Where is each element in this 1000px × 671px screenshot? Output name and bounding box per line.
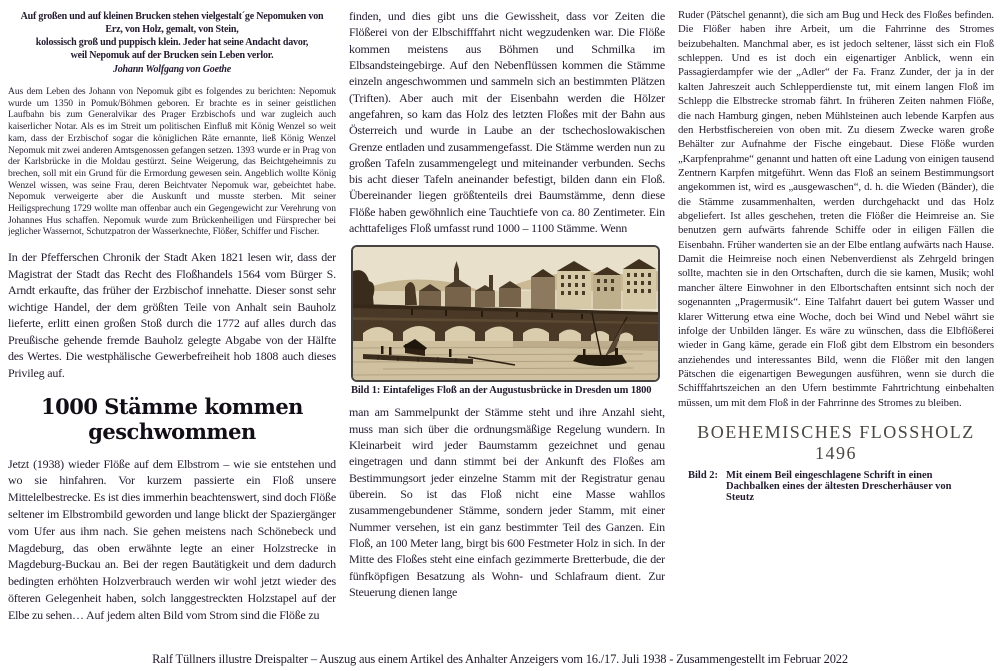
bild1-caption: [351, 385, 665, 396]
augustusbruecke-engraving-image: [351, 245, 660, 382]
bild2-caption-label: Bild 2:: [687, 470, 719, 482]
chronik-paragraph: In der Pfefferschen Chronik der Stadt Aken 1821 lesen wir, dass der Magistrat der Stadt das Recht des Floßhandels 1564 vom Bürger S. Arndt erkaufte, das früher der Erzbischof innehatte. Dieser sonst sehr wichtige Handel, der dem größten Teile von Anhalt sein Bauholz lieferte, erlitt einen großen Stoß durch die 1772 auf alles durch das Preußische gehende fremde Bauholz gelegte Abgabe von der Hälfte des Wertes. Die westphälische Gewerbefreiheit hob 1808 auch dieses Privileg auf.: [8, 250, 336, 380]
page-footer: Ralf Tüllners illustre Dreispalter – Auszug aus einem Artikel des Anhalter Anzeigers vom 16./17. Juli 1938 - Zusammengestellt im Februar 2022: [152, 652, 848, 666]
bild1-caption-label: Bild 1:: [350, 385, 381, 397]
nepomuk-paragraph: Aus dem Leben des Johann von Nepomuk gibt es folgendes zu berichten: Nepomuk wurde um 1350 in Pomuk/Böhmen geboren. Er brachte es in seiner geistlichen Laufbahn bis zum Generalvikar des Prager Erzbischofs und war zugleich auch kaiserlicher Notar. Als es im Streit um politischen Einfluß mit König Wenzel so weit kam, dass der Erzbischof sogar die königlichen Räte ernannte, ließ König Wenzel Nepomuk mit zwei anderen Amtsgenossen gefangen setzen. 1393 wurde er in Prag von der Karlsbrücke in die Moldau gestürzt. Seine Weigerung, das Beichtgeheimnis zu brechen, soll mit ein Grund für die Ermordung gewesen sein. Angeblich wollte König Wenzel wissen, was seine Frau, deren Beichtvater Nepomuk war, gebeichtet habe. Nepomuk verweigerte aber die Auskunft und musste sterben. Mit seiner Heiligsprechung 1729 wollte man offenbar auch ein Gegengewicht zur Verehrung von Johannes Hus schaffen. Nepomuk wurde zum Brückenheiligen und Fürsprecher bei jeglicher Wassernot, Schutzpatron der Wasserknechte, Flößer, Schiffer und Fischer.: [8, 86, 336, 238]
right-column: [678, 8, 994, 656]
poem-line: weil Nepomuk auf der Brucken sein Leben verlor.: [70, 50, 274, 61]
bild1-caption-text: Eintafeliges Floß an der Augustusbrücke in Dresden um 1800: [382, 385, 652, 397]
poem-line: kolossisch groß und puppisch klein. Jeder hat seine Andacht davor,: [35, 37, 309, 48]
article-paragraph-registratur: man am Sammelpunkt der Stämme steht und ihre Anzahl sieht, muss man sich über die ordnungsmäßige Regelung wundern. In Kleinarbeit wird jeder Baumstamm gezeichnet und genau eingetragen und dann stimmt bei der Ankunft des Floßes am Bestimmungsort jeder einzelne Stamm mit der Registratur genau überein. So ist das Floß nicht eine Masse wahllos zusammengebundener Stämme, sondern jeder Stamm, mit einer Nummer versehen, ist ein ganz bestimmter Teil des Ganzen. Ein Floß, an 100 Meter lang, birgt bis 600 Festmeter Holz in sich. In der Mitte des Floßes steht eine einfach gezimmerte Bretterbude, die der fünfköpfigen Besatzung als Wohn- und Schlafraum dient. Zur Steuerung dienen lange: [348, 405, 665, 599]
poem-attribution: Johann Wolfgang von Goethe: [112, 64, 231, 75]
middle-column: [349, 8, 665, 656]
poem-line: Auf großen und auf kleinen Brucken stehen vielgestalt´ge Nepomuken von: [20, 11, 324, 22]
bild2-caption-text: Mit einem Beil eingeschlagene Schrift in einen Dachbalken eines der ältesten Drescherhäuser von Steutz: [726, 470, 952, 504]
goethe-poem: [8, 10, 336, 76]
article-headline: 1000 Stämme kommen geschwommen: [40, 393, 303, 444]
bild2-caption: [678, 470, 994, 503]
article-intro-paragraph: Jetzt (1938) wieder Flöße auf dem Elbstrom – wie sie entstehen und wo sie hinfahren. Vor kurzem passierte ein Floß unsere Mittelelbestrecke. Es ist dies immerhin beachtenswert, sind doch Flöße seltener im Elbstrombild geworden und lange blickt der Spaziergänger vom Ufer aus ihm nach. Sie gehen meistens nach Schönebeck und Magdeburg, das oben erwähnte legte an einer Holzstrecke in Magdeburg-Buckau an. Bei der regen Bautätigkeit und dem dadurch bedingten erhöhten Holzverbrauch werden wir wohl jetzt wieder des öfteren Gelegenheit haben, solch langgestreckten Holzstapel auf der Elbe zu sehen… Auf jedem alten Bild vom Strom sind die Flöße zu: [8, 456, 336, 622]
article-paragraph-flosserei: finden, und dies gibt uns die Gewissheit, dass vor Zeiten die Flößerei von der Elbschifffahrt nicht wegzudenken war. Die Flöße kommen meistens aus Böhmen und Schmilka im Elbsandsteingebirge. Auf den Nebenflüssen kommen die Stämme einzeln angeschwommen und sammeln sich an bestimmten Plätzen (Triften). Aber auch mit der Eisenbahn werden die Hölzer angefahren, so kam das Holz des letzten Floßes mit der Bahn aus Österreich und wurde in Laube an der tschechoslowakischen Grenze entladen und zusammengefasst. Die Stämme werden nun zu großen Tafeln zusammengelegt und miteinander verbunden. Sechs bis acht dieser Tafeln aneinander befestigt, bilden dann ein Floß. Übereinander liegen größtenteils drei Baumstämme, denn diese Flöße haben gewöhnlich eine Tauchtiefe von ca. 80 Zentimeter. Ein achttafeliges Floß umfasst rund 1000 – 1100 Stämme. Wenn: [348, 9, 665, 236]
figure-bild1: [351, 245, 665, 396]
left-column: [8, 8, 336, 656]
poem-line: Erz, von Holz, gemalt, von Stein,: [105, 24, 239, 35]
article-paragraph-ruder: Ruder (Pätschel genannt), die sich am Bug und Heck des Floßes befinden. Die Flößer haben ihre Arbeit, um die Fahrrinne des Stromes beizubehalten. Manchmal aber, es ist jedoch seltener, lässt sich ein Floß schleppen. Und es ist doch ein eigenartiger Anblick, wenn ein Passagierdampfer wie der „Adler“ der Fa. Franz Zunder, der ja in der kalten Jahreszeit auch Schlepperdienste tut, mit einem langen Floß im Schlepp die Elbstrecke stromab fährt. In früheren Zeiten nahmen Flöße, die nach Hamburg gingen, neben Mühlsteinen auch lebende Karpfen aus den Herbstfischereien von oben mit. Zu diesem Zwecke waren große Behälter zur Aufnahme der Fische eingebaut. Diese Flöße wurden „Karpfenprahme“ genannt und hatten oft eine Ladung von einigen tausend Zentnern Karpfen mitgeführt. Wenn das Floß an seinem Bestimmungsort angekommen ist, wird es „ausgewaschen“, d. h. die Wieden (Bänder), die die Stämme zusammenhalten, werden durchgehackt und das Holz abgeliefert. Ist alles geschehen, treten die Flößer die Heimreise an. Sie benutzen gern aufwärts fahrende Schiffe oder in eiligen Fällen die Eisenbahn. Früher wanderten sie an der Elbe entlang aufwärts nach Hause. Damit die Heimreise noch einen Nebenverdienst als Zehrgeld bringen sollte, machten sie in den Ortschaften, durch die sie kamen, Musik; wohl mancher ältere Einwohner in den Elbortschaften entsinnt sich noch der sogenannten „Pragermusik“. Eine Talfahrt dauert bei gutem Wasser und klarer Witterung etwa eine Woche, doch bei Wind und Nebel währt sie infolge der Unbilden länger. Es wäre zu wünschen, dass die Elbflößerei wieder in Gang käme, gerade ein Floß gibt dem Elbstrom ein besonders anziehendes und interessantes Bild, wenn die Flößer mit den langen Pätschen die eigenartigen Bewegungen ausführen, wenn sie durch die Schifffahrtszeichen an den Ufern bestimmte Fahrtrichtung einbehalten müssen, um mit dem Floß in der Fahrrinne des Stromes zu bleiben.: [677, 9, 995, 409]
flossholz-inscription: BOEHEMISCHES FLOSSHOLZ 1496: [697, 422, 975, 464]
